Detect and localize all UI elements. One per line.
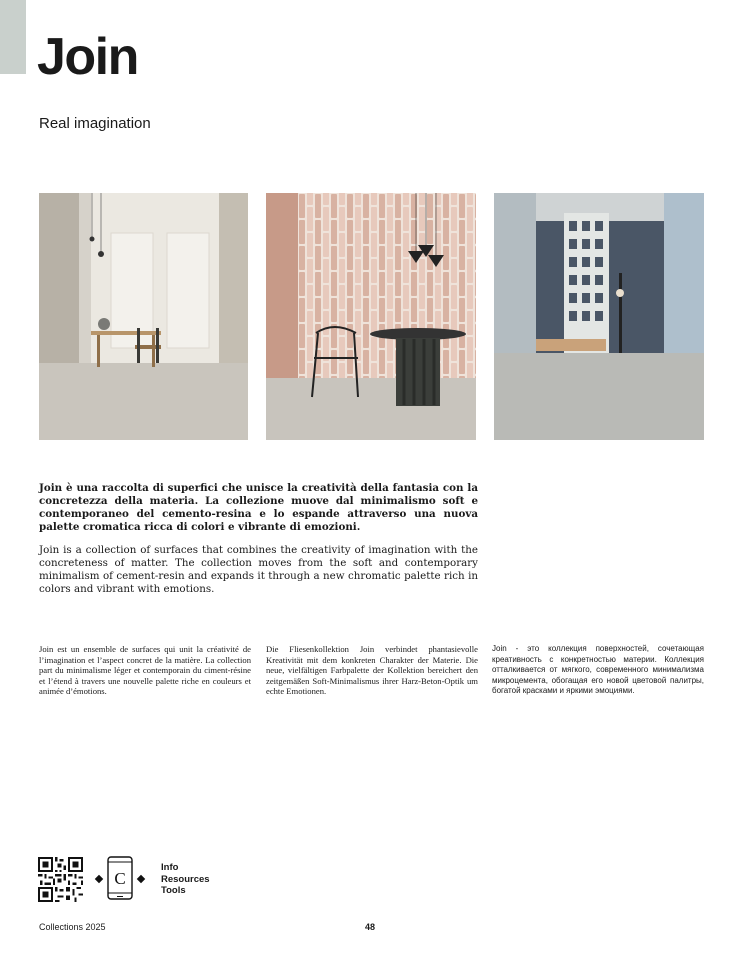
- footer-collection-label: Collections 2025: [39, 922, 106, 932]
- page-title: Join: [37, 28, 138, 86]
- diamond-icon: [95, 875, 103, 883]
- qr-code-icon[interactable]: [38, 857, 83, 902]
- text-french: Join est un ensemble de surfaces qui unit la créativité de l’imagination et l’aspect concret de la matière. La collection part du minimalisme léger et contemporain du ciment-résine et l’étend à travers une nouvelle palette riche en couleurs et animée d’émotions.: [39, 644, 251, 696]
- link-info[interactable]: Info: [161, 862, 179, 873]
- photo-interior-dining-room: [39, 193, 248, 440]
- page-number: 48: [365, 922, 376, 932]
- section-tab-marker: [0, 0, 26, 74]
- text-russian: Join - это коллекция поверхностей, сочетающая креативность с конкретностью материи. Коллекция отталкивается от мягкого, современного минимализма микроцемента, обогащая его новой цветовой палитры, богатой красками и яркими эмоциями.: [492, 644, 704, 695]
- diamond-icon: [137, 875, 145, 883]
- photo-interior-pink-wall-round-table: [266, 193, 476, 440]
- text-german: Die Fliesenkollektion Join verbindet phantasievolle Kreativität mit dem konkreten Charakter der Materie. Die neue, vielfältigen Farbpalette der Kollektion bereichert den zeitgemäßen Soft-Minimalismus ihrer Harz-Beton-Optik um echte Emotionen.: [266, 644, 478, 696]
- intro-text-italian: Join è una raccolta di superfici che unisce la creatività della fantasia con la concretezza della materia. La collezione muove dal minimalismo soft e contemporaneo del cemento-resina e lo espande attraverso una nuova palette cromatica ricca di colori e vibrante di emozioni.: [39, 482, 478, 533]
- app-links-list: [161, 862, 210, 897]
- page-subtitle: Real imagination: [39, 115, 151, 132]
- smartphone-app-icon[interactable]: [107, 856, 133, 900]
- link-resources[interactable]: Resources: [161, 873, 210, 885]
- link-tools[interactable]: Tools: [161, 885, 186, 896]
- phone-app-letter: C: [114, 869, 126, 888]
- intro-text-english: Join is a collection of surfaces that combines the creativity of imagination with the concreteness of matter. The collection moves from the soft and contemporary minimalism of cement-resin and expands it through a new chromatic palette rich in colors and vibrant with emotions.: [39, 544, 478, 595]
- photo-interior-blue-wall-bench: [494, 193, 704, 440]
